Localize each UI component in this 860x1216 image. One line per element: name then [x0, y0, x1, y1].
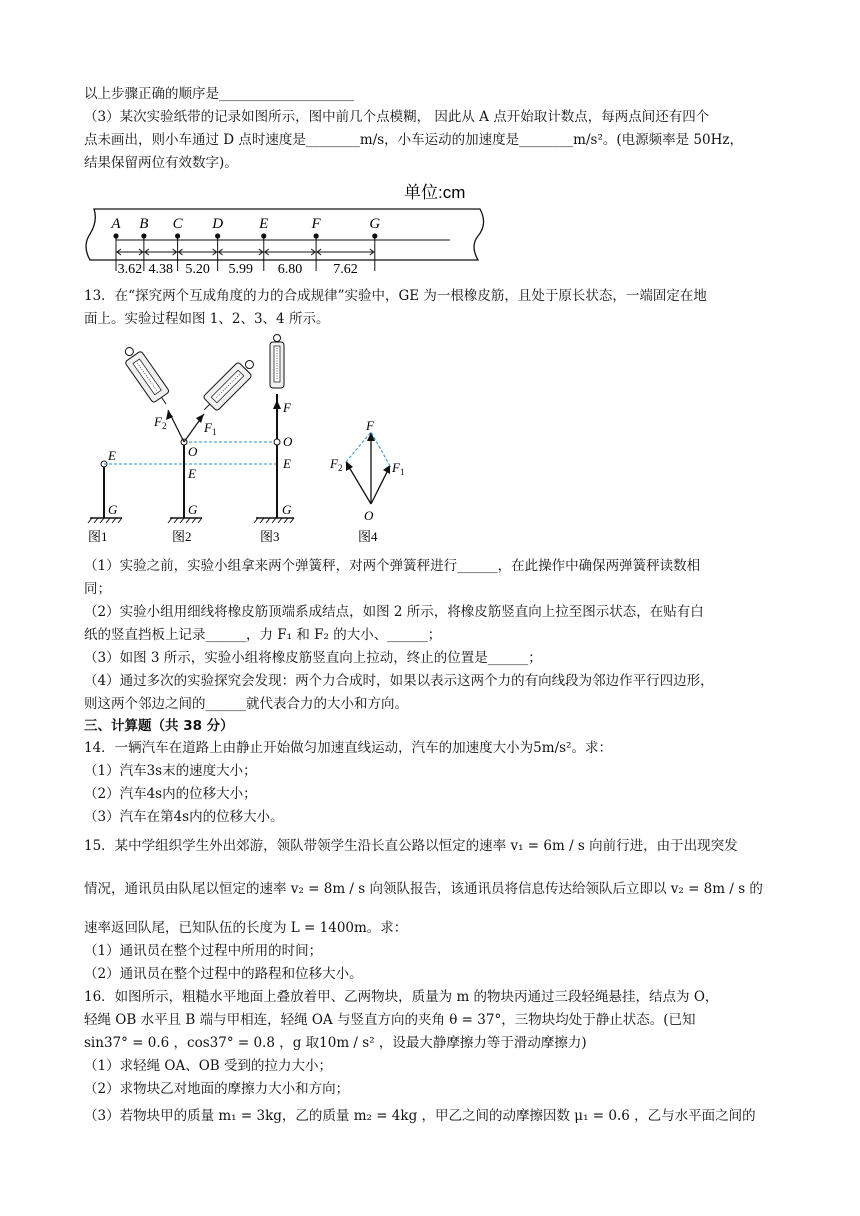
q16-line2: 轻绳 OB 水平且 B 端与甲相连，轻绳 OA 与竖直方向的夹角 θ = 37°，三物块均处于静止状态。(已知: [84, 1012, 696, 1028]
fig3-o-label: O: [283, 434, 293, 449]
fig4-o-label: O: [364, 508, 374, 523]
tape-point-label: E: [259, 216, 269, 232]
q16-part2: （2）求物块乙对地面的摩擦力大小和方向；: [84, 1081, 350, 1097]
tape-point-label: B: [139, 216, 149, 232]
q13-line2: 面上。实验过程如图 1、2、3、4 所示。: [84, 311, 330, 327]
line-order: [84, 84, 354, 104]
tape-segment-arrow: [117, 249, 143, 255]
fig4-f2-label: $F_2$: [330, 456, 343, 473]
tape-point-label: F: [311, 216, 321, 232]
fig2-f2-label: $F_2$: [154, 414, 167, 431]
tape-point-label: C: [172, 216, 183, 232]
q13-part3: （3）如图 3 所示，实验小组将橡皮筋竖直向上拉动，终止的位置是______；: [84, 650, 542, 666]
q13-part4-line1: （4）通过多次的实验探究会发现：两个力合成时，如果以表示这两个力的有向线段为邻边作平行四边形，: [84, 673, 714, 689]
q14-stem: 14．一辆汽车在道路上由静止开始做匀加速直线运动，汽车的加速度大小为5m/s²。求：: [84, 740, 612, 756]
order-blank[interactable]: ____________________: [219, 86, 354, 102]
tape-segment-label: 3.62: [117, 262, 143, 276]
q13-part4-line2: 则这两个邻边之间的______就代表合力的大小和方向。: [84, 696, 408, 712]
fig2-o-label: O: [188, 444, 198, 459]
q15-line2: 情况，通讯员由队尾以恒定的速率 v₂ = 8m / s 向领队报告，该通讯员将信息传达给领队后立即以 v₂ = 8m / s 的: [84, 881, 763, 897]
rubber-band-figures: [84, 334, 424, 549]
fig3-caption: 图3: [260, 529, 280, 544]
tape-segment-label: 7.62: [333, 262, 358, 276]
q12-part3-line1: （3）某次实验纸带的记录如图所示，图中前几个点模糊， 因此从 A 点开始取计数点，每两点间还有四个: [84, 109, 710, 125]
q12-part3-line3: 结果保留两位有效数字)。: [84, 155, 238, 171]
q16-part3: （3）若物块甲的质量 m₁ = 3kg，乙的质量 m₂ = 4kg ，甲乙之间的动摩擦因数 μ₁ = 0.6 ，乙与水平面之间的: [84, 1108, 756, 1124]
fig3-f-label: F: [283, 400, 291, 415]
tape-point-label: D: [212, 216, 224, 232]
q12-part3-line2: 点未画出，则小车通过 D 点时速度是________m/s，小车运动的加速度是________m/s²。(电源频率是 50Hz，: [84, 132, 743, 148]
tape-segment-arrow: [145, 249, 177, 255]
figure-3: [254, 335, 294, 545]
order-prompt: 以上步骤正确的顺序是: [84, 86, 219, 102]
q14-part3: （3）汽车在第4s内的位移大小。: [84, 809, 284, 825]
q13-line1: 13．在“探究两个互成角度的力的合成规律”实验中，GE 为一根橡皮筋，且处于原长状态，一端固定在地: [84, 288, 707, 304]
q14-part1: （1）汽车3s末的速度大小；: [84, 763, 257, 779]
tape-segment-arrow: [317, 249, 374, 255]
q16-part1: （1）求轻绳 OA、OB 受到的拉力大小；: [84, 1058, 332, 1074]
q16-line3: sin37° = 0.6 ，cos37° = 0.8 ，g 取10m / s² ，设最大静摩擦力等于滑动摩擦力): [84, 1035, 587, 1051]
fig2-g-label: G: [188, 502, 198, 517]
tape-point-label: A: [111, 216, 121, 232]
fig1-caption: 图1: [88, 529, 108, 544]
tape-unit-label: 单位:cm: [404, 183, 466, 202]
fig3-g-label: G: [282, 502, 292, 517]
q13-part2-line1: （2）实验小组用细线将橡皮筋顶端系成结点，如图 2 所示，将橡皮筋竖直向上拉至图示状态，在贴有白: [84, 604, 704, 620]
fig4-caption: 图4: [358, 529, 378, 544]
q16-line1: 16．如图所示，粗糙水平地面上叠放着甲、乙两物块，质量为 m 的物块丙通过三段轻绳悬挂，结点为 O，: [84, 989, 719, 1005]
q13-part1-line1: （1）实验之前，实验小组拿来两个弹簧秤，对两个弹簧秤进行______，在此操作中确保两弹簧秤读数相: [84, 558, 701, 574]
tape-segment-arrow: [179, 249, 217, 255]
fig4-f-label: F: [366, 418, 374, 433]
fig3-e-label: E: [283, 456, 291, 471]
tape-segment-label: 4.38: [148, 262, 173, 276]
tape-point-label: G: [369, 216, 381, 232]
q14-part2: （2）汽车4s内的位移大小；: [84, 786, 257, 802]
q15-part1: （1）通讯员在整个过程中所用的时间；: [84, 943, 323, 959]
q13-part1-line2: 同；: [84, 581, 111, 597]
q15-line3: 速率返回队尾，已知队伍的长度为 L = 1400m。求：: [84, 920, 408, 936]
tape-segment-label: 5.99: [228, 262, 253, 276]
fig2-caption: 图2: [172, 529, 192, 544]
tape-segment-arrow: [219, 249, 263, 255]
q15-line1: 15．某中学组织学生外出郊游，领队带领学生沿长直公路以恒定的速率 v₁ = 6m / s 向前行进，由于出现突发: [84, 838, 738, 854]
fig1-g-label: G: [108, 502, 118, 517]
q15-part2: （2）通讯员在整个过程中的路程和位移大小。: [84, 966, 363, 982]
fig2-e-label: E: [188, 466, 196, 481]
tape-segment-arrow: [265, 249, 315, 255]
tape-diagram: [70, 176, 490, 276]
figure-2: [119, 342, 259, 544]
q13-part2-line2: 纸的竖直挡板上记录______，力 F₁ 和 F₂ 的大小、______；: [84, 627, 442, 643]
fig1-e-label: E: [108, 448, 116, 463]
tape-segment-label: 5.20: [185, 262, 210, 276]
section-3-heading: 三、计算题（共 38 分）: [84, 718, 234, 734]
fig2-f1-label: $F_1$: [204, 420, 217, 437]
figure-4: [329, 418, 404, 544]
tape-segment-label: 6.80: [277, 262, 303, 276]
figure-1: [88, 448, 122, 544]
fig4-f1-label: $F_1$: [392, 460, 405, 477]
